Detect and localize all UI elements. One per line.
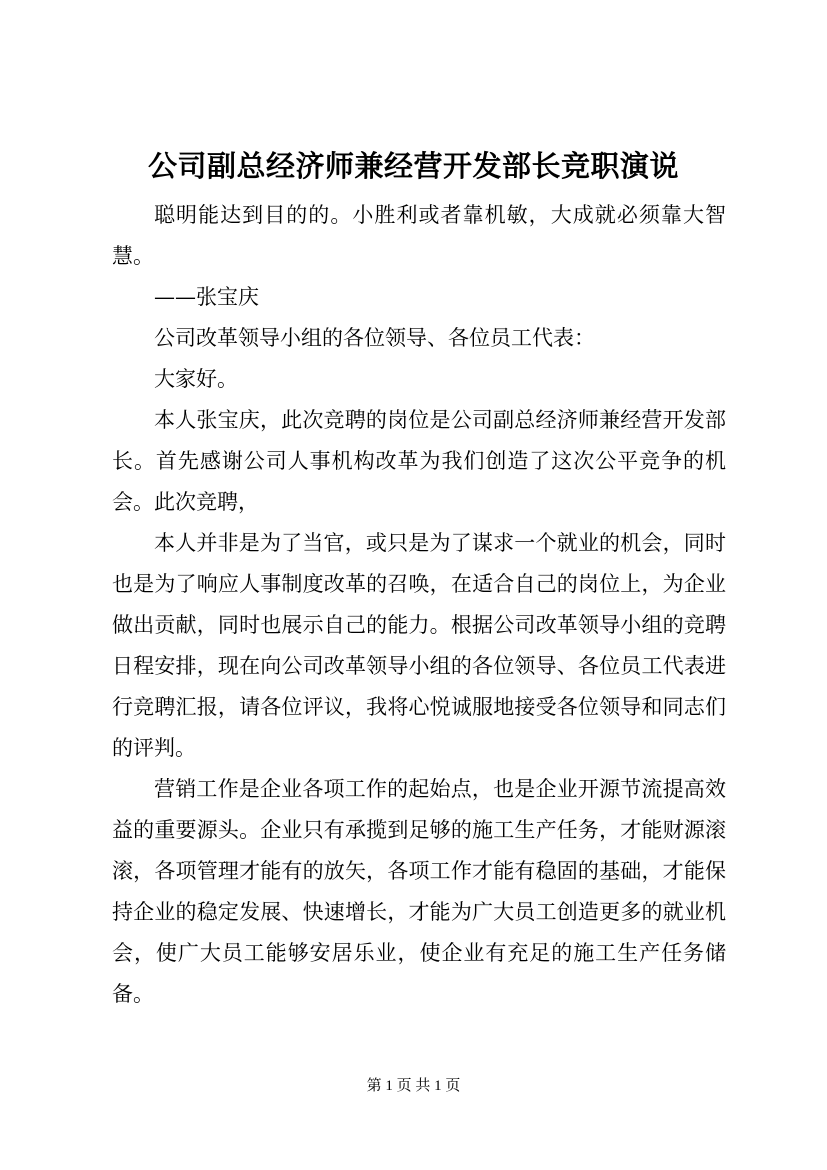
body-paragraph: 本人并非是为了当官，或只是为了谋求一个就业的机会，同时也是为了响应人事制度改革的召唤，在适合自己的岗位上，为企业做出贡献，同时也展示自己的能力。根据公司改革领导小组的竞聘日程安排，现在向公司改革领导小组的各位领导、各位员工代表进行竞聘汇报，请各位评议，我将心悦诚服地接受各位领导和同志们的评判。 [112, 531, 726, 760]
document-title: 公司副总经济师兼经营开发部长竞职演说 [147, 149, 679, 183]
greeting: 大家好。 [154, 367, 238, 391]
quote-attribution: ——张宝庆 [154, 285, 259, 309]
salutation: 公司改革领导小组的各位领导、各位员工代表： [154, 326, 595, 350]
document-body [112, 195, 726, 1015]
body-paragraph: 营销工作是企业各项工作的起始点，也是企业开源节流提高效益的重要源头。企业只有承揽到足够的施工生产任务，才能财源滚滚，各项管理才能有的放矢，各项工作才能有稳固的基础，才能保持企业的稳定发展、快速增长，才能为广大员工创造更多的就业机会，使广大员工能够安居乐业，使企业有充足的施工生产任务储备。 [112, 777, 726, 1006]
quote-paragraph: 聪明能达到目的的。小胜利或者靠机敏，大成就必须靠大智慧。 [112, 203, 726, 268]
body-paragraph: 本人张宝庆，此次竞聘的岗位是公司副总经济师兼经营开发部长。首先感谢公司人事机构改革为我们创造了这次公平竞争的机会。此次竞聘， [112, 408, 726, 514]
page-footer: 第 1 页 共 1 页 [366, 1078, 461, 1094]
